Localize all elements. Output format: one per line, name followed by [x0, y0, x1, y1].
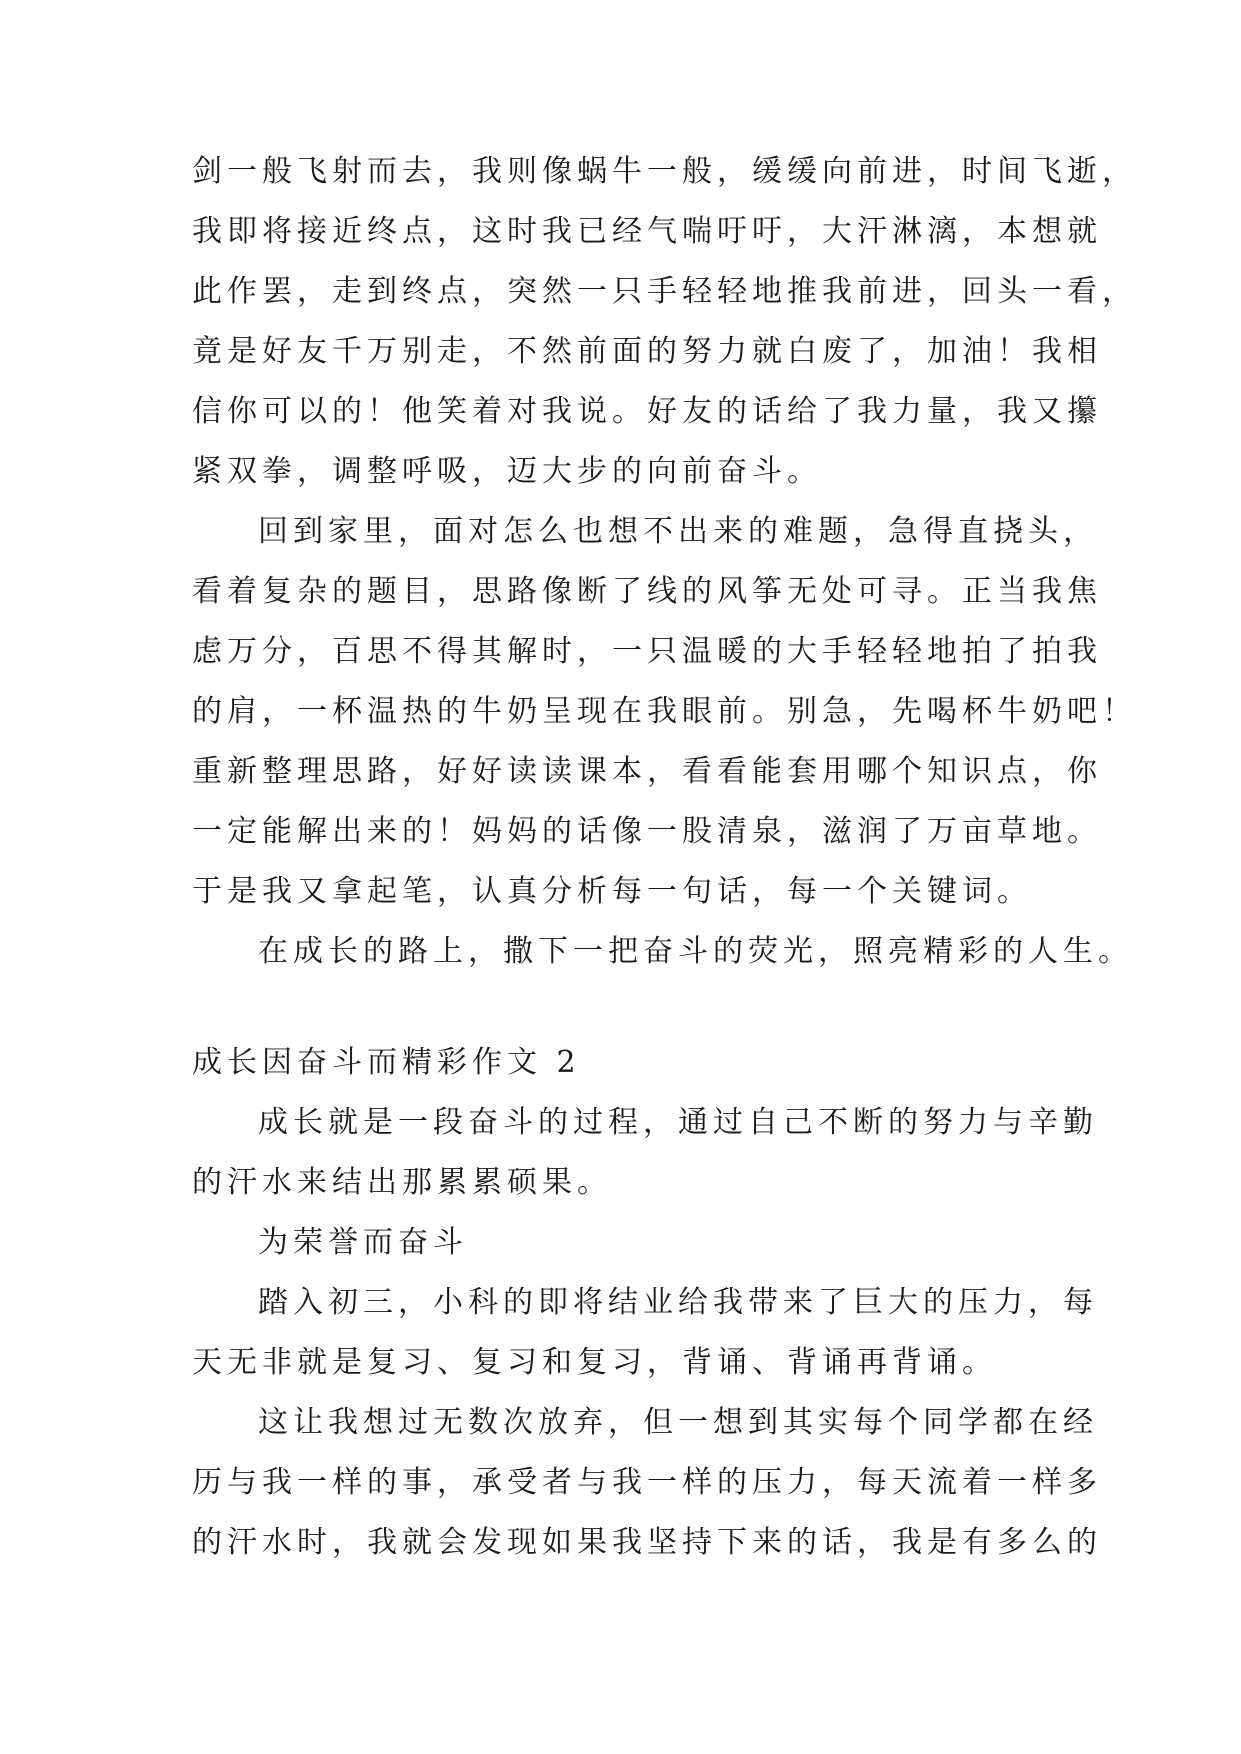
text-line: 一定能解出来的！妈妈的话像一股清泉，滋润了万亩草地。	[192, 814, 1102, 849]
paragraph-start-line: 在成长的路上，撒下一把奋斗的荧光，照亮精彩的人生。	[258, 934, 1133, 969]
text-line: 于是我又拿起笔，认真分析每一句话，每一个关键词。	[192, 874, 1032, 909]
paragraph-start-line: 这让我想过无数次放弃，但一想到其实每个同学都在经	[258, 1405, 1098, 1440]
text-line: 的汗水来结出那累累硕果。	[192, 1165, 612, 1200]
text-line: 看着复杂的题目，思路像断了线的风筝无处可寻。正当我焦	[192, 574, 1102, 609]
text-line: 历与我一样的事，承受者与我一样的压力，每天流着一样多	[192, 1465, 1102, 1500]
text-line: 剑一般飞射而去，我则像蜗牛一般，缓缓向前进，时间飞逝，	[192, 154, 1137, 189]
text-line: 此作罢，走到终点，突然一只手轻轻地推我前进，回头一看，	[192, 274, 1137, 309]
text-line: 重新整理思路，好好读读课本，看看能套用哪个知识点，你	[192, 754, 1102, 789]
text-line: 信你可以的！他笑着对我说。好友的话给了我力量，我又攥	[192, 394, 1102, 429]
text-line: 天无非就是复习、复习和复习，背诵、背诵再背诵。	[192, 1345, 997, 1380]
paragraph-start-line: 回到家里，面对怎么也想不出来的难题，急得直挠头，	[258, 514, 1098, 549]
text-line: 我即将接近终点，这时我已经气喘吁吁，大汗淋漓，本想就	[192, 214, 1102, 249]
text-line: 的汗水时，我就会发现如果我坚持下来的话，我是有多么的	[192, 1525, 1102, 1560]
subheading: 为荣誉而奋斗	[258, 1225, 468, 1260]
text-line: 竟是好友千万别走，不然前面的努力就白废了，加油！我相	[192, 334, 1102, 369]
text-line: 紧双拳，调整呼吸，迈大步的向前奋斗。	[192, 454, 822, 489]
text-line: 的肩，一杯温热的牛奶呈现在我眼前。别急，先喝杯牛奶吧！	[192, 694, 1137, 729]
text-line: 虑万分，百思不得其解时，一只温暖的大手轻轻地拍了拍我	[192, 634, 1102, 669]
paragraph-start-line: 成长就是一段奋斗的过程，通过自己不断的努力与辛勤	[258, 1105, 1098, 1140]
paragraph-start-line: 踏入初三，小科的即将结业给我带来了巨大的压力，每	[258, 1285, 1098, 1320]
section-title: 成长因奋斗而精彩作文 2	[192, 1045, 581, 1080]
